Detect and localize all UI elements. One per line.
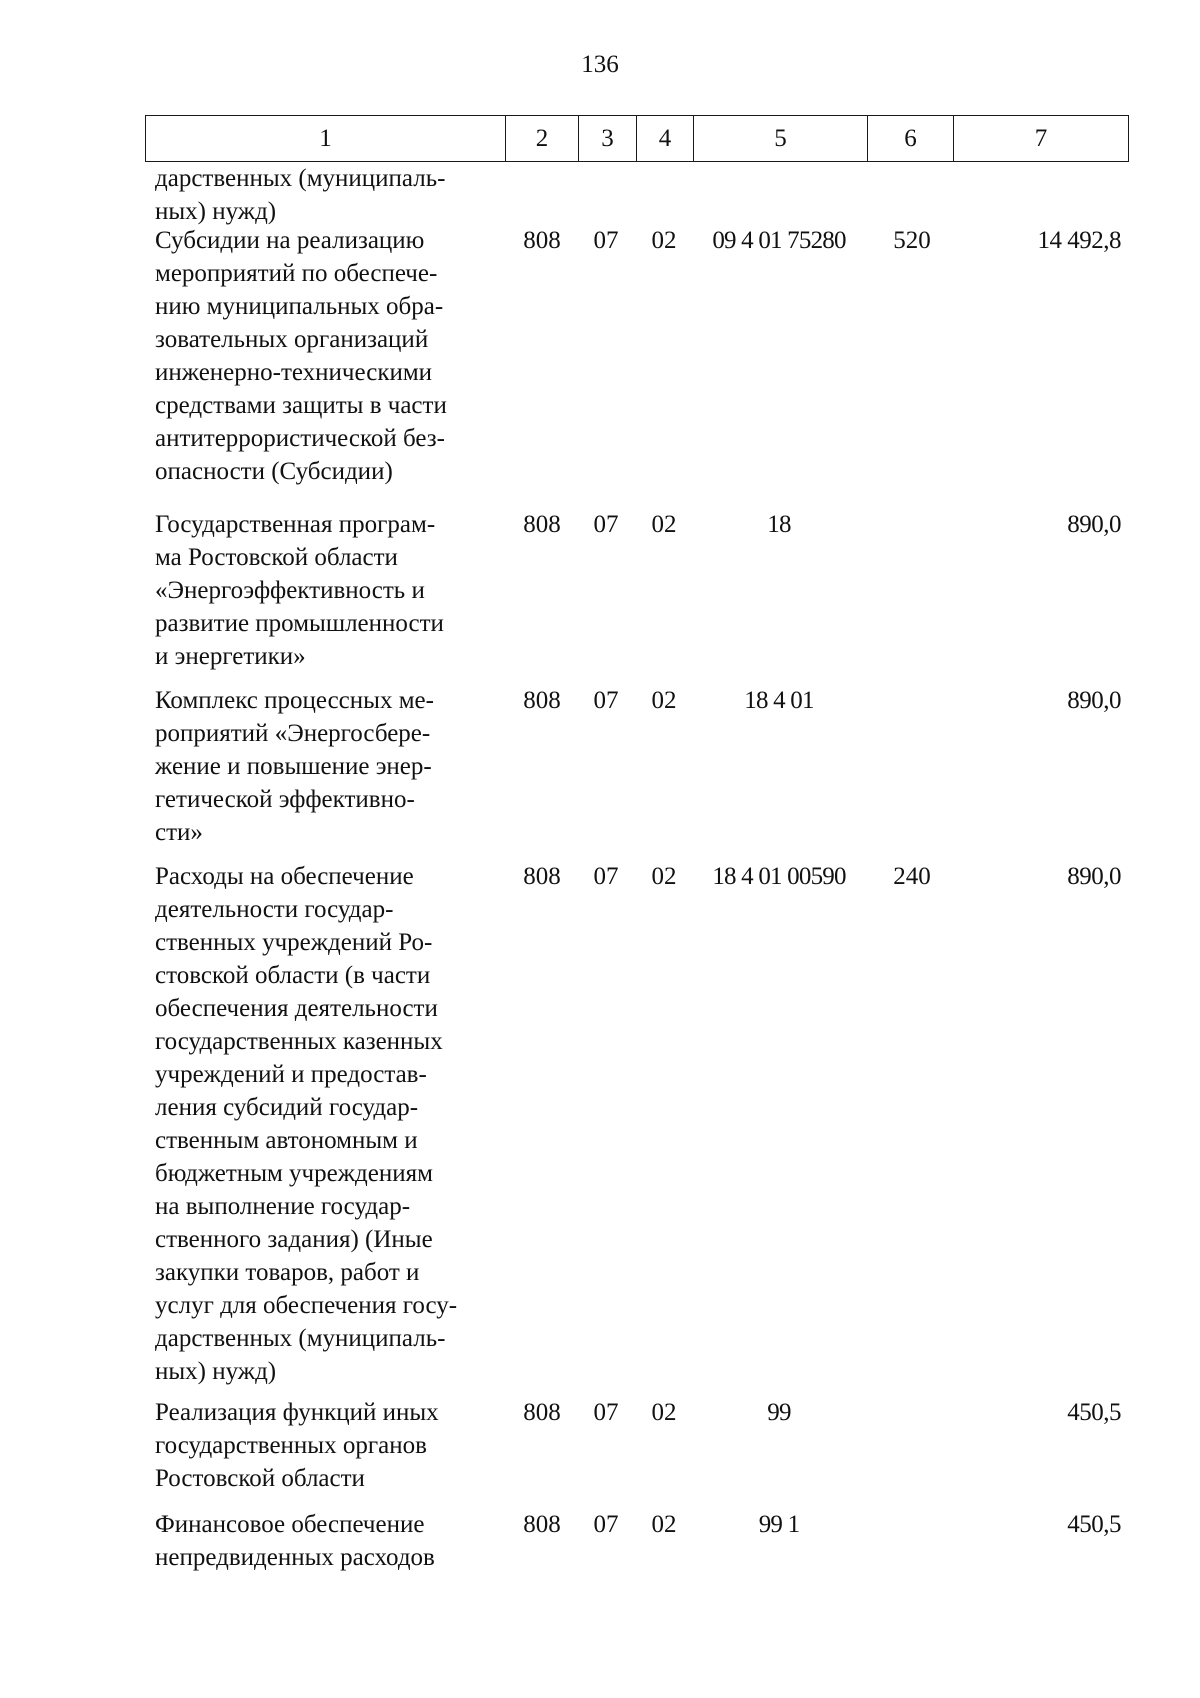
description-line: услуг для обеспечения госу- [155,1292,458,1319]
cell-subsection-code: 02 [651,687,677,714]
description-line: Ростовской области [155,1465,365,1492]
description-line: жение и повышение энер- [155,753,432,780]
column-header-row [146,116,1129,162]
table-body [0,162,1200,1588]
description-line: зовательных организаций [155,326,429,353]
cell-subsection-code: 02 [651,227,677,254]
description-line: «Энергоэффективность и [155,577,425,604]
cell-target-article: 09 4 01 75280 [712,227,846,254]
cell-expense-type: 240 [893,863,931,890]
column-header-1: 1 [146,116,506,162]
row-description [155,1396,497,1495]
cell-ministry-code: 808 [523,687,561,714]
description-line: на выполнение государ- [155,1193,411,1220]
description-line: ственного задания) (Иные [155,1226,433,1253]
description-line: Государственная програм- [155,511,436,538]
cell-ministry-code: 808 [523,227,561,254]
description-line: бюджетным учреждениям [155,1160,433,1187]
description-line: ма Ростовской области [155,544,398,571]
description-line: ственных учреждений Ро- [155,929,433,956]
table-row [0,860,1200,1396]
description-line: деятельности государ- [155,896,394,923]
description-line: ственным автономным и [155,1127,418,1154]
cell-expense-type: 520 [893,227,931,254]
cell-ministry-code: 808 [523,863,561,890]
description-line: дарственных (муниципаль- [155,1325,446,1352]
cell-section-code: 07 [593,687,619,714]
page-number: 136 [581,51,619,78]
table-row [0,224,1200,508]
cell-subsection-code: 02 [651,863,677,890]
row-description [155,508,497,673]
cell-section-code: 07 [593,863,619,890]
description-line: стовской области (в части [155,962,431,989]
cell-amount: 890,0 [1067,687,1121,714]
cell-section-code: 07 [593,227,619,254]
cell-target-article: 18 [767,511,791,538]
description-line: роприятий «Энергосбере- [155,720,431,747]
description-line: государственных органов [155,1432,427,1459]
cell-ministry-code: 808 [523,1511,561,1538]
row-description [155,860,497,1388]
column-header-table [145,115,1129,162]
table-row [0,508,1200,684]
cell-target-article: 18 4 01 00590 [712,863,846,890]
row-description [155,684,497,849]
description-line: и энергетики» [155,643,306,670]
description-line: Финансовое обеспечение [155,1511,425,1538]
table-row [0,1508,1200,1588]
table-row [0,684,1200,860]
column-header-5: 5 [694,116,868,162]
cell-amount: 14 492,8 [1037,227,1121,254]
column-header-3: 3 [579,116,637,162]
cell-ministry-code: 808 [523,511,561,538]
cell-target-article: 18 4 01 [744,687,814,714]
description-line: мероприятий по обеспече- [155,260,438,287]
row-description [155,224,497,488]
cell-subsection-code: 02 [651,1399,677,1426]
table-row [0,1396,1200,1508]
cell-amount: 890,0 [1067,863,1121,890]
description-line: антитеррористической без- [155,425,445,452]
cell-amount: 450,5 [1067,1399,1121,1426]
description-line: опасности (Субсидии) [155,458,393,485]
description-line: государственных казенных [155,1028,443,1055]
description-line: закупки товаров, работ и [155,1259,420,1286]
cell-amount: 450,5 [1067,1511,1121,1538]
cell-section-code: 07 [593,1399,619,1426]
description-line: средствами защиты в части [155,392,447,419]
cell-target-article: 99 1 [758,1511,800,1538]
description-line: непредвиденных расходов [155,1544,435,1571]
description-line: Комплекс процессных ме- [155,687,434,714]
cell-amount: 890,0 [1067,511,1121,538]
description-line: обеспечения деятельности [155,995,438,1022]
description-line: ных) нужд) [155,198,277,225]
row-description [155,162,497,228]
description-line: ных) нужд) [155,1358,277,1385]
description-line: гетической эффективно- [155,786,415,813]
row-description [155,1508,497,1574]
cell-section-code: 07 [593,511,619,538]
description-line: Реализация функций иных [155,1399,439,1426]
cell-ministry-code: 808 [523,1399,561,1426]
description-line: развитие промышленности [155,610,444,637]
cell-target-article: 99 [767,1399,791,1426]
description-line: дарственных (муниципаль- [155,165,446,192]
description-line: Субсидии на реализацию [155,227,425,254]
description-line: сти» [155,819,203,846]
description-line: ления субсидий государ- [155,1094,419,1121]
description-line: учреждений и предостав- [155,1061,427,1088]
description-line: инженерно-техническими [155,359,433,386]
description-line: нию муниципальных обра- [155,293,444,320]
cell-subsection-code: 02 [651,511,677,538]
column-header-6: 6 [868,116,954,162]
description-line: Расходы на обеспечение [155,863,414,890]
column-header-2: 2 [506,116,579,162]
cell-section-code: 07 [593,1511,619,1538]
column-header-7: 7 [954,116,1129,162]
cell-subsection-code: 02 [651,1511,677,1538]
table-row [0,162,1200,224]
column-header-4: 4 [637,116,694,162]
